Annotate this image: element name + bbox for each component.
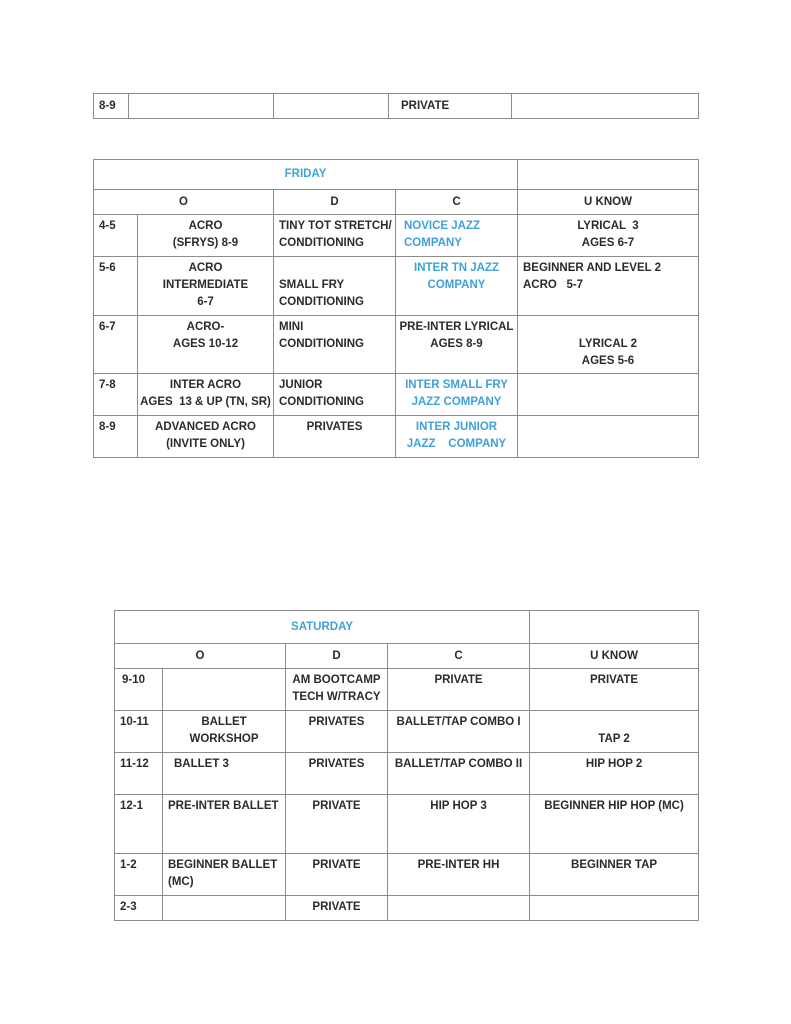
column-header-c: C <box>388 644 530 669</box>
d-class-cell: JUNIOR CONDITIONING <box>274 374 396 416</box>
class-cell <box>389 94 512 119</box>
time-cell: 9-10 <box>115 669 163 711</box>
table-row <box>115 896 699 921</box>
o-class-cell: BALLET 3 <box>163 753 286 795</box>
time-cell: 7-8 <box>94 374 138 416</box>
o-class-cell <box>163 896 286 921</box>
empty-cell <box>274 94 389 119</box>
table-row <box>115 854 699 896</box>
table-row <box>94 416 699 458</box>
o-class-cell: ADVANCED ACRO (INVITE ONLY) <box>138 416 274 458</box>
o-class-cell: ACRO (SFRYS) 8-9 <box>138 215 274 257</box>
o-class-cell: ACRO INTERMEDIATE 6-7 <box>138 257 274 316</box>
saturday-schedule-table <box>114 610 699 921</box>
o-class-cell: BEGINNER BALLET (MC) <box>163 854 286 896</box>
o-class-cell: INTER ACRO AGES 13 & UP (TN, SR) <box>138 374 274 416</box>
o-class-cell: BALLET WORKSHOP <box>163 711 286 753</box>
column-header-d: D <box>274 190 396 215</box>
table-row <box>115 711 699 753</box>
friday-schedule-table <box>93 159 699 458</box>
uknow-class-cell: BEGINNER HIP HOP (MC) <box>530 795 699 854</box>
uknow-class-cell: TAP 2 <box>530 711 699 753</box>
column-header-o: O <box>94 190 274 215</box>
d-class-cell: TINY TOT STRETCH/ CONDITIONING <box>274 215 396 257</box>
empty-cell <box>129 94 274 119</box>
c-class-cell <box>388 896 530 921</box>
empty-cell <box>530 611 699 644</box>
time-cell: 12-1 <box>115 795 163 854</box>
table-row <box>94 316 699 374</box>
time-cell: 10-11 <box>115 711 163 753</box>
time-cell: 5-6 <box>94 257 138 316</box>
time-cell: 8-9 <box>94 416 138 458</box>
column-header-c: C <box>396 190 518 215</box>
d-class-cell: MINI CONDITIONING <box>274 316 396 374</box>
table-row <box>115 753 699 795</box>
saturday-title: SATURDAY <box>115 611 530 644</box>
uknow-class-cell: BEGINNER TAP <box>530 854 699 896</box>
d-class-cell: PRIVATES <box>274 416 396 458</box>
c-class-cell: PRIVATE <box>388 669 530 711</box>
uknow-class-cell <box>518 416 699 458</box>
top-schedule-row-table <box>93 93 699 119</box>
d-class-cell: SMALL FRY CONDITIONING <box>274 257 396 316</box>
uknow-class-cell: PRIVATE <box>530 669 699 711</box>
c-class-cell: NOVICE JAZZ COMPANY <box>396 215 518 257</box>
time-label: 8-9 <box>99 99 116 112</box>
time-cell: 2-3 <box>115 896 163 921</box>
table-row <box>115 795 699 854</box>
column-header-uknow: U KNOW <box>530 644 699 669</box>
d-class-cell: PRIVATE <box>286 896 388 921</box>
o-class-cell: PRE-INTER BALLET <box>163 795 286 854</box>
uknow-class-cell <box>518 374 699 416</box>
uknow-class-cell: HIP HOP 2 <box>530 753 699 795</box>
d-class-cell: PRIVATES <box>286 753 388 795</box>
o-class-cell: ACRO- AGES 10-12 <box>138 316 274 374</box>
uknow-class-cell: BEGINNER AND LEVEL 2 ACRO 5-7 <box>518 257 699 316</box>
d-class-cell: PRIVATES <box>286 711 388 753</box>
empty-cell <box>518 160 699 190</box>
empty-cell <box>512 94 699 119</box>
table-row <box>94 374 699 416</box>
column-header-d: D <box>286 644 388 669</box>
d-class-cell: PRIVATE <box>286 795 388 854</box>
c-class-cell: BALLET/TAP COMBO I <box>388 711 530 753</box>
table-row <box>94 215 699 257</box>
c-class-cell: INTER TN JAZZ COMPANY <box>396 257 518 316</box>
uknow-class-cell: LYRICAL 2 AGES 5-6 <box>518 316 699 374</box>
time-cell: 11-12 <box>115 753 163 795</box>
c-class-cell: PRE-INTER HH <box>388 854 530 896</box>
uknow-class-cell <box>530 896 699 921</box>
uknow-class-cell: LYRICAL 3 AGES 6-7 <box>518 215 699 257</box>
time-cell: 6-7 <box>94 316 138 374</box>
d-class-cell: AM BOOTCAMP TECH W/TRACY <box>286 669 388 711</box>
c-class-cell: BALLET/TAP COMBO II <box>388 753 530 795</box>
column-header-o: O <box>115 644 286 669</box>
d-class-cell: PRIVATE <box>286 854 388 896</box>
time-cell: 4-5 <box>94 215 138 257</box>
c-class-cell: INTER JUNIOR JAZZ COMPANY <box>396 416 518 458</box>
c-class-cell: INTER SMALL FRY JAZZ COMPANY <box>396 374 518 416</box>
time-cell: 1-2 <box>115 854 163 896</box>
table-row <box>94 257 699 316</box>
class-label: PRIVATE <box>401 99 450 112</box>
column-header-uknow: U KNOW <box>518 190 699 215</box>
c-class-cell: HIP HOP 3 <box>388 795 530 854</box>
o-class-cell <box>163 669 286 711</box>
friday-title: FRIDAY <box>94 160 518 190</box>
c-class-cell: PRE-INTER LYRICAL AGES 8-9 <box>396 316 518 374</box>
table-row <box>115 669 699 711</box>
time-cell <box>94 94 129 119</box>
